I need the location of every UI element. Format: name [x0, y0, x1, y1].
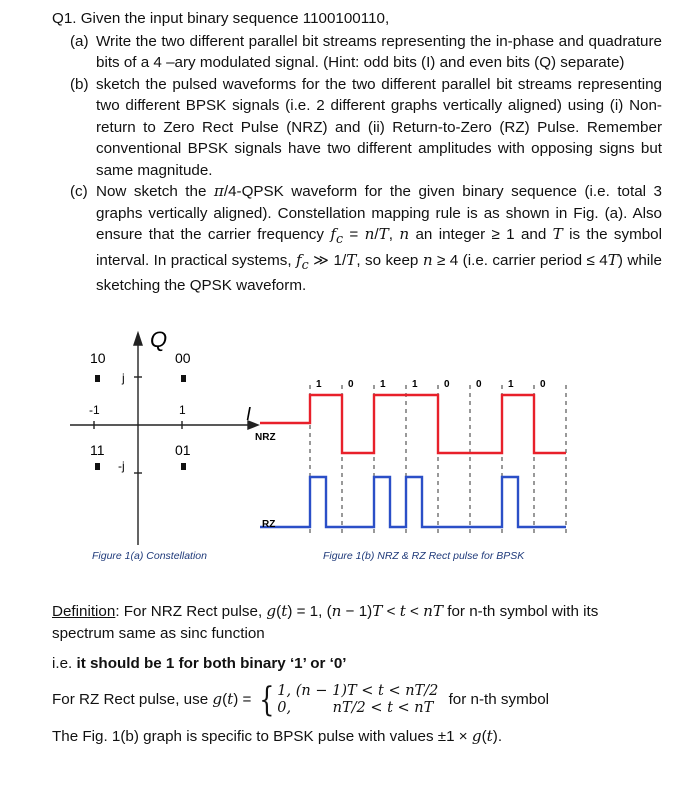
question-block	[52, 8, 662, 297]
part-b-label: (b)	[70, 75, 89, 93]
question-title: Q1. Given the input binary sequence 1100100110,	[52, 10, 390, 27]
nrz-label: NRZ	[255, 432, 276, 443]
tick-label-neg1: -1	[89, 403, 100, 417]
ie-bold: it should be 1 for both binary ‘1’ or ‘0’	[76, 655, 347, 672]
bpsk-note: The Fig. 1(b) graph is specific to BPSK pulse with values ±1 × g(t).	[52, 727, 503, 745]
bit-label: 1	[380, 379, 386, 390]
rz-definition: For RZ Rect pulse, use g(t) = { 1, (n − 1)T < t < nT/2 0, nT/2 < t < nT for n-th symbol	[52, 680, 550, 720]
point-label-00: 00	[175, 350, 191, 366]
tick-label-j: j	[122, 371, 125, 385]
point-00-marker	[181, 375, 186, 382]
nrz-waveform	[260, 395, 566, 453]
ie-line	[52, 653, 662, 675]
part-c-text: Now sketch the π/4-QPSK waveform for the given binary sequence (i.e. total 3 graphs vertically aligned). Constellation mapping rule is as shown in Fig. (a). Also ensure that the carrier frequency $f_c = n/T$, n an integer ≥ 1 and T is the symbol interval. In practical systems, $f_c$ ≫ 1/T, so keep n ≥ 4 (i.e. carrier period ≤ 4T) while sketching the QPSK waveform.	[96, 182, 662, 295]
part-a	[70, 31, 662, 74]
definition-term: Definition	[52, 603, 116, 620]
constellation-diagram	[70, 325, 270, 550]
q-axis-arrow	[134, 333, 142, 345]
part-c-label: (c)	[70, 183, 88, 200]
part-b-text: sketch the pulsed waveforms for the two different parallel bit streams representing two different BPSK signals (i.e. 2 different graphs vertically aligned) using (i) Non-return to Zero Rect Pulse (NRZ) and (ii) Return-to-Zero (RZ) Pulse. Remember conventional BPSK signals have two different amplitudes with opposing signs but same magnitude.	[96, 75, 662, 179]
rz-waveform	[260, 477, 566, 527]
q-axis-label: Q	[150, 327, 168, 352]
bit-label: 0	[444, 379, 450, 390]
rz-case-2: 0, nT/2 < t < nT	[277, 700, 434, 716]
rz-case-1: 1, (n − 1)T < t < nT/2	[277, 683, 439, 699]
rz-prefix: For RZ Rect pulse, use	[52, 691, 213, 709]
ie-prefix: i.e.	[52, 655, 77, 672]
nrz-definition-text: : For NRZ Rect pulse, g(t) = 1, (n − 1)T < t < nT for n-th symbol with its spectrum same as sinc function	[52, 602, 599, 642]
bit-label: 0	[348, 379, 354, 390]
bit-label: 1	[508, 379, 514, 390]
rz-suffix: for n-th symbol	[448, 691, 550, 709]
i-axis-label: I	[246, 404, 252, 424]
point-label-11: 11	[90, 442, 105, 458]
point-label-10: 10	[90, 350, 106, 366]
tick-label-neg-j: -j	[118, 459, 125, 473]
definitions-block	[52, 600, 662, 748]
waveform-caption: Figure 1(b) NRZ & RZ Rect pulse for BPSK	[323, 550, 525, 562]
nrz-rz-diagram	[250, 365, 546, 545]
part-c	[70, 181, 662, 297]
point-label-01: 01	[175, 442, 191, 458]
constellation-caption: Figure 1(a) Constellation	[92, 550, 207, 562]
bit-label: 1	[412, 379, 418, 390]
part-a-text: Write the two different parallel bit streams representing the in-phase and quadrature bits of a 4 –ary modulated signal. (Hint: odd bits (I) and even bits (Q) separate)	[96, 32, 662, 71]
part-a-label: (a)	[70, 32, 89, 50]
bit-label: 0	[476, 379, 482, 390]
rz-piecewise: { 1, (n − 1)T < t < nT/2 0, nT/2 < t < nT	[258, 680, 439, 720]
point-01-marker	[181, 463, 186, 470]
bit-label: 0	[540, 379, 546, 390]
rz-label: RZ	[262, 519, 276, 530]
nrz-definition	[52, 600, 662, 645]
tick-label-pos1: 1	[179, 403, 186, 417]
part-b	[70, 74, 662, 182]
bit-label: 1	[316, 379, 322, 390]
point-10-marker	[95, 375, 100, 382]
point-11-marker	[95, 463, 100, 470]
